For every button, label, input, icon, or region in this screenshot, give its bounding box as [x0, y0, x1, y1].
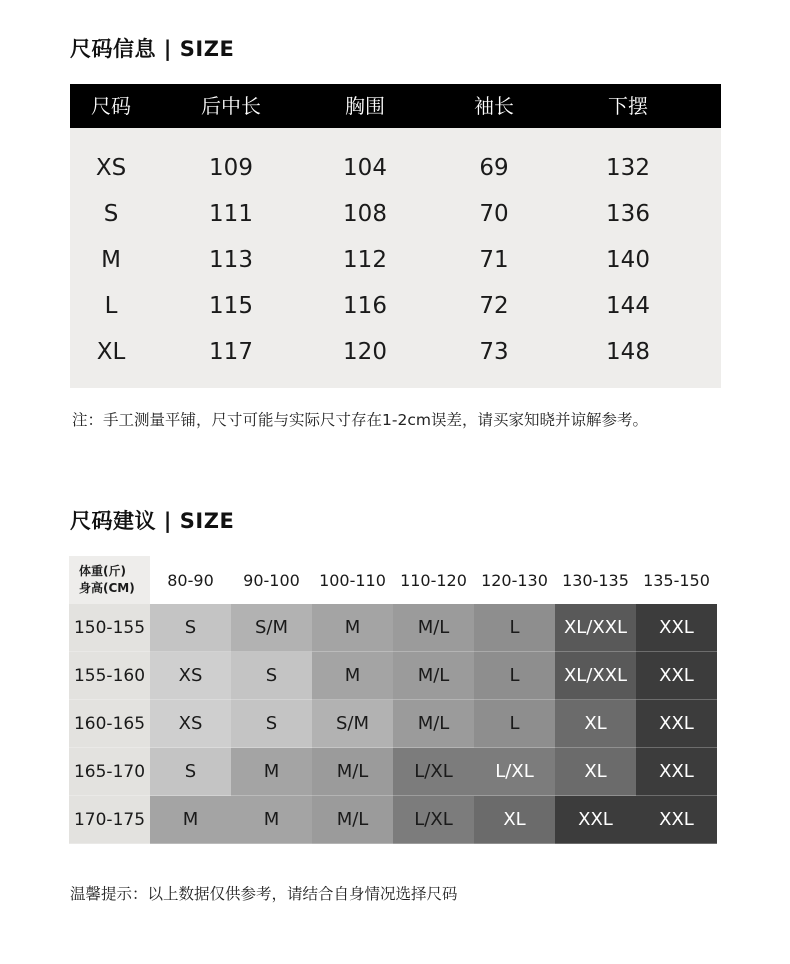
- size-recommendation-cell: M/L: [393, 652, 474, 700]
- size-advice-row: [69, 700, 717, 748]
- weight-header-cell: 80-90: [150, 556, 231, 604]
- size-info-cell: XS: [95, 155, 127, 181]
- size-advice-row: [69, 604, 717, 652]
- size-info-cell: 69: [479, 155, 509, 181]
- size-recommendation-cell: M: [312, 604, 393, 652]
- size-recommendation-cell: XXL: [636, 748, 717, 796]
- size-info-cell: 148: [606, 339, 650, 365]
- size-info-row: [70, 283, 721, 329]
- header-sleeve: 袖长: [474, 94, 514, 118]
- size-info-cell: 116: [343, 293, 387, 319]
- size-recommendation-cell: XXL: [636, 796, 717, 844]
- size-recommendation-cell: M: [231, 796, 312, 844]
- corner-height-label: 身高(CM): [79, 581, 135, 595]
- size-recommendation-cell: M: [312, 652, 393, 700]
- weight-header-cell: 90-100: [231, 556, 312, 604]
- size-recommendation-cell: XL: [555, 700, 636, 748]
- size-info-cell: 104: [343, 155, 387, 181]
- size-info-table: [70, 84, 721, 388]
- size-recommendation-cell: S: [231, 700, 312, 748]
- size-info-cell: 111: [209, 201, 253, 227]
- size-advice-row: [69, 796, 717, 844]
- size-info-row: [70, 145, 721, 191]
- size-advice-title: 尺码建议 | SIZE: [70, 509, 235, 533]
- size-info-row: [70, 237, 721, 283]
- size-info-cell: 109: [209, 155, 253, 181]
- weight-header-cell: 110-120: [393, 556, 474, 604]
- size-info-cell: 108: [343, 201, 387, 227]
- size-recommendation-cell: M/L: [393, 700, 474, 748]
- size-recommendation-cell: M/L: [312, 748, 393, 796]
- height-header-cell: 155-160: [69, 652, 150, 700]
- size-info-cell: XL: [96, 339, 126, 365]
- size-recommendation-cell: S: [150, 748, 231, 796]
- size-advice-row: [69, 748, 717, 796]
- size-info-cell: 71: [479, 247, 509, 273]
- header-back-length: 后中长: [201, 94, 261, 118]
- size-recommendation-cell: M: [150, 796, 231, 844]
- size-info-row: [70, 329, 721, 375]
- height-header-cell: 170-175: [69, 796, 150, 844]
- size-recommendation-cell: L/XL: [393, 748, 474, 796]
- weight-header-cell: 130-135: [555, 556, 636, 604]
- size-info-cell: 72: [479, 293, 509, 319]
- size-info-cell: 113: [209, 247, 253, 273]
- weight-header-cell: 120-130: [474, 556, 555, 604]
- size-info-cell: S: [103, 201, 119, 227]
- size-advice-header-row: [69, 556, 717, 604]
- size-info-cell: 120: [343, 339, 387, 365]
- size-recommendation-cell: M/L: [393, 604, 474, 652]
- size-recommendation-cell: XL: [555, 748, 636, 796]
- size-recommendation-cell: L: [474, 652, 555, 700]
- size-recommendation-cell: L/XL: [474, 748, 555, 796]
- size-recommendation-cell: S/M: [231, 604, 312, 652]
- size-recommendation-cell: XL/XXL: [555, 604, 636, 652]
- size-info-header-row: [70, 84, 721, 128]
- size-info-row: [70, 191, 721, 237]
- size-recommendation-cell: S: [150, 604, 231, 652]
- size-recommendation-cell: S: [231, 652, 312, 700]
- height-header-cell: 165-170: [69, 748, 150, 796]
- size-recommendation-cell: XXL: [636, 700, 717, 748]
- size-advice-row: [69, 652, 717, 700]
- header-hem: 下摆: [608, 94, 648, 118]
- size-recommendation-cell: XL/XXL: [555, 652, 636, 700]
- size-recommendation-cell: XXL: [636, 604, 717, 652]
- size-info-cell: 144: [606, 293, 650, 319]
- size-info-cell: 117: [209, 339, 253, 365]
- warm-tip: 温馨提示：以上数据仅供参考，请结合自身情况选择尺码: [70, 885, 458, 903]
- size-recommendation-cell: S/M: [312, 700, 393, 748]
- weight-header-cell: 135-150: [636, 556, 717, 604]
- height-header-cell: 150-155: [69, 604, 150, 652]
- size-recommendation-cell: XXL: [636, 652, 717, 700]
- size-recommendation-cell: M/L: [312, 796, 393, 844]
- size-recommendation-cell: XS: [150, 700, 231, 748]
- size-info-cell: 132: [606, 155, 650, 181]
- size-advice-grid: [69, 556, 717, 844]
- weight-header-cell: 100-110: [312, 556, 393, 604]
- measurement-note: 注：手工测量平铺，尺寸可能与实际尺寸存在1-2cm误差，请买家知晓并谅解参考。: [72, 411, 648, 429]
- size-recommendation-cell: XXL: [555, 796, 636, 844]
- height-header-cell: 160-165: [69, 700, 150, 748]
- size-info-cell: 70: [479, 201, 509, 227]
- size-info-title: 尺码信息 | SIZE: [70, 37, 235, 61]
- header-size: 尺码: [91, 94, 131, 118]
- size-info-cell: M: [101, 247, 121, 273]
- size-recommendation-cell: M: [231, 748, 312, 796]
- size-recommendation-cell: XS: [150, 652, 231, 700]
- header-chest: 胸围: [345, 94, 385, 118]
- size-info-cell: 73: [479, 339, 509, 365]
- size-advice-body: [69, 604, 717, 844]
- size-info-body: [70, 128, 721, 388]
- size-recommendation-cell: XL: [474, 796, 555, 844]
- size-recommendation-cell: L: [474, 700, 555, 748]
- grid-corner-label: [69, 556, 150, 604]
- size-info-cell: 140: [606, 247, 650, 273]
- size-recommendation-cell: L: [474, 604, 555, 652]
- size-info-cell: 136: [606, 201, 650, 227]
- size-info-cell: 112: [343, 247, 387, 273]
- size-info-cell: L: [104, 293, 118, 319]
- size-info-cell: 115: [209, 293, 253, 319]
- corner-weight-label: 体重(斤): [79, 564, 126, 578]
- size-recommendation-cell: L/XL: [393, 796, 474, 844]
